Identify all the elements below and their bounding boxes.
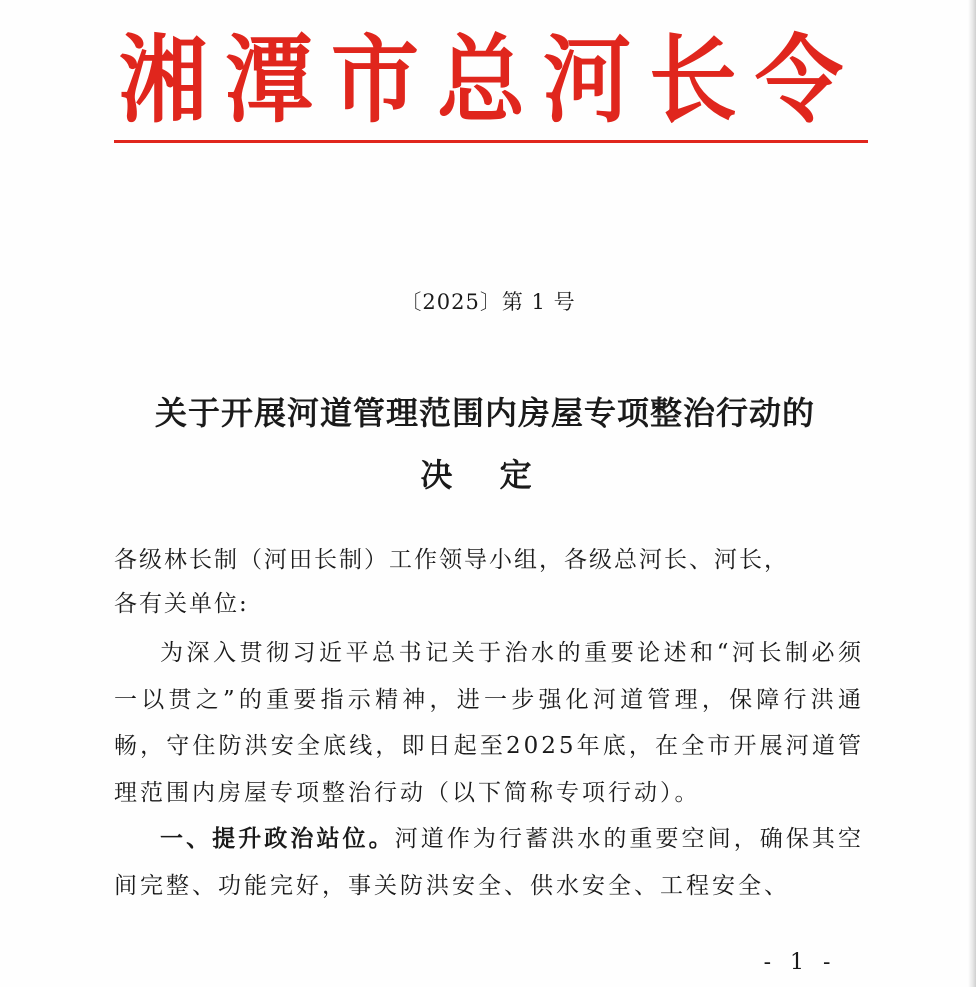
red-divider-line xyxy=(114,140,868,143)
document-number: 〔2025〕第 1 号 xyxy=(400,290,576,314)
addressee-line-1: 各级林长制（河田长制）工作领导小组，各级总河长、河长， xyxy=(114,547,789,573)
page-number: - 1 - xyxy=(763,950,837,975)
body-text xyxy=(114,630,864,909)
section-1-heading: 一、提升政治站位。 xyxy=(160,825,395,852)
paragraph-intro: 为深入贯彻习近平总书记关于治水的重要论述和“河长制必须一以贯之”的重要指示精神，进一步强化河道管理，保障行洪通畅，守住防洪安全底线，即日起至2025年底，在全市开展河道管理范围内房屋专项整治行动（以下简称专项行动）。 xyxy=(114,640,864,806)
addressee xyxy=(114,538,864,626)
document-title-line-1: 关于开展河道管理范围内房屋专项整治行动的 xyxy=(154,394,815,432)
paragraph-section-1 xyxy=(114,816,864,909)
document-title xyxy=(100,382,870,506)
document-title-line-2: 决 定 xyxy=(420,456,550,494)
addressee-line-2: 各有关单位: xyxy=(114,591,249,617)
masthead-title: 湘潭市总河长令 xyxy=(118,23,861,136)
page-edge-shadow xyxy=(968,0,976,987)
section-1-text: 河道作为行蓄洪水的重要空间，确保其空间完整、功能完好，事关防洪安全、供水安全、工程安全、 xyxy=(114,826,865,899)
